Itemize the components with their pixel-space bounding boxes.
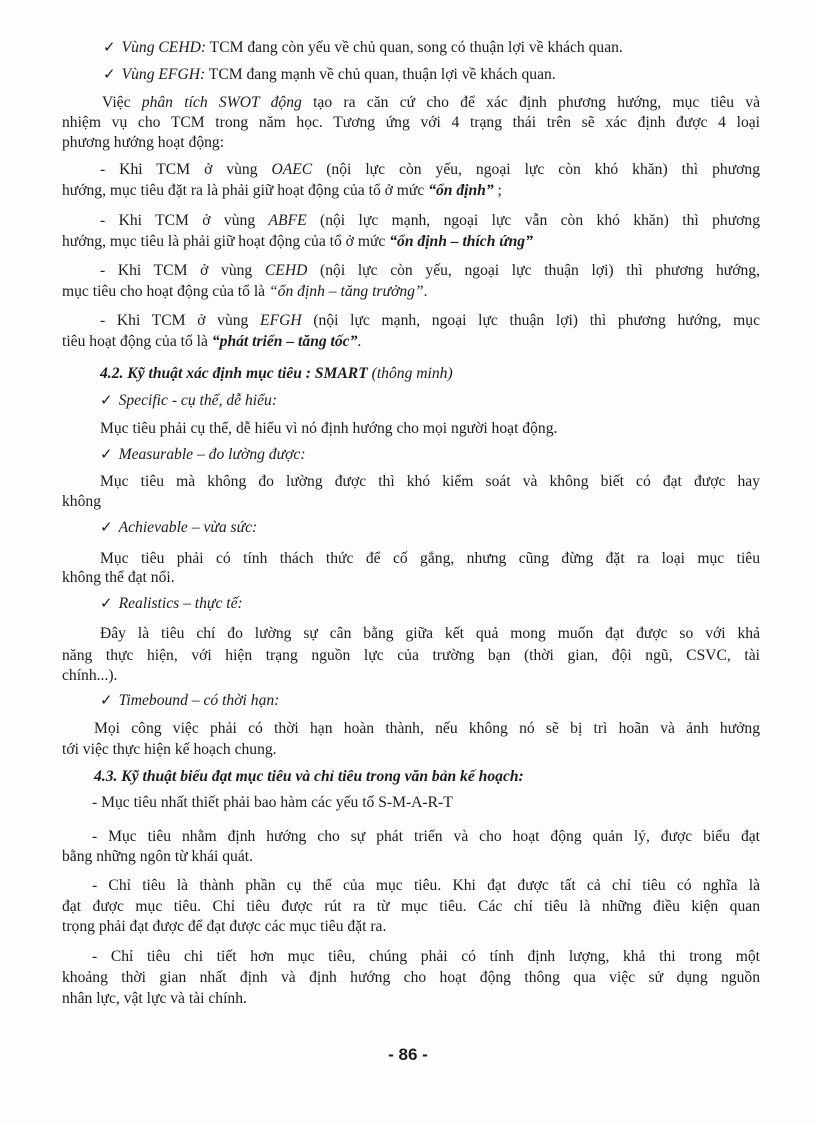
- paragraph-line: - Chỉ tiêu chi tiết hơn mục tiêu, chúng phải có tính định lượng, khả thi trong một: [92, 948, 760, 965]
- paragraph-line: - Khi TCM ở vùng OAEC (nội lực còn yếu, ngoại lực còn khó khăn) thì phương: [100, 161, 760, 178]
- paragraph-line: không: [62, 493, 101, 510]
- paragraph-line: phương hướng hoạt động:: [62, 134, 225, 151]
- paragraph-line: khoảng thời gian nhất định và định hướng cho hoạt động thông qua việc sử dụng nguồn: [62, 969, 760, 986]
- check-icon: ✓: [100, 594, 113, 612]
- paragraph-line: đạt được mục tiêu. Chỉ tiêu được rút ra từ mục tiêu. Các chỉ tiêu là những điều kiện quan: [62, 898, 760, 915]
- bullet-efgh: ✓ Vùng EFGH: TCM đang mạnh về chủ quan, thuận lợi về khách quan.: [103, 65, 556, 83]
- check-icon: ✓: [100, 691, 113, 709]
- smart-item-realistics: ✓ Realistics – thực tế:: [100, 594, 243, 612]
- paragraph-line: Mục tiêu phải có tính thách thức để cố gắng, nhưng cũng đừng đặt ra loại mục tiêu: [100, 550, 760, 567]
- paragraph-line: chính...).: [62, 667, 118, 684]
- paragraph-line: hướng, mục tiêu là phải giữ hoạt động của tổ ở mức “ổn định – thích ứng”: [62, 233, 533, 250]
- paragraph-line: - Chỉ tiêu là thành phần cụ thể của mục tiêu. Khi đạt được tất cả chỉ tiêu có nghĩa là: [92, 877, 760, 894]
- paragraph-line: năng thực hiện, với hiện trạng nguồn lực của trường bạn (thời gian, đội ngũ, CSVC, tài: [62, 647, 760, 664]
- smart-item-timebound: ✓ Timebound – có thời hạn:: [100, 691, 280, 709]
- bullet-cehd: ✓ Vùng CEHD: TCM đang còn yếu về chủ quan, song có thuận lợi về khách quan.: [103, 38, 623, 56]
- page-number: - 86 -: [388, 1045, 428, 1064]
- paragraph-line: bằng những ngôn từ khái quát.: [62, 848, 254, 865]
- smart-item-measurable: ✓ Measurable – đo lường được:: [100, 445, 306, 463]
- section-heading-4-3: 4.3. Kỹ thuật biểu đạt mục tiêu và chỉ tiêu trong văn bản kế hoạch:: [94, 768, 524, 785]
- section-heading-4-2: 4.2. Kỹ thuật xác định mục tiêu : SMART (thông minh): [100, 365, 453, 382]
- paragraph-line: Mọi công việc phải có thời hạn hoàn thành, nếu không nó sẽ bị trì hoãn và ảnh hưởng: [94, 720, 760, 737]
- paragraph-line: trọng phải đạt được để đạt được các mục tiêu đặt ra.: [62, 918, 387, 935]
- paragraph-line: - Khi TCM ở vùng ABFE (nội lực mạnh, ngoại lực vẫn còn khó khăn) thì phương: [100, 212, 760, 229]
- paragraph-line: mục tiêu cho hoạt động của tổ là “ổn định – tăng trưởng”.: [62, 283, 428, 300]
- check-icon: ✓: [100, 518, 113, 536]
- paragraph-line: tiêu hoạt động của tổ là “phát triển – tăng tốc”.: [62, 333, 362, 350]
- paragraph-line: hướng, mục tiêu đặt ra là phải giữ hoạt động của tổ ở mức “ổn định” ;: [62, 182, 502, 199]
- paragraph-line: tới việc thực hiện kế hoạch chung.: [62, 741, 277, 758]
- paragraph-line: nhiệm vụ cho TCM trong năm học. Tương ứng với 4 trạng thái trên sẽ xác định được 4 loại: [62, 114, 760, 131]
- smart-item-achievable: ✓ Achievable – vừa sức:: [100, 518, 258, 536]
- paragraph-line: không thể đạt nổi.: [62, 569, 175, 586]
- paragraph-line: Mục tiêu phải cụ thể, dễ hiểu vì nó định hướng cho mọi người hoạt động.: [100, 420, 558, 437]
- check-icon: ✓: [103, 38, 116, 56]
- paragraph-line: nhân lực, vật lực và tài chính.: [62, 990, 247, 1007]
- paragraph-line: Việc phân tích SWOT động tạo ra căn cứ cho để xác định phương hướng, mục tiêu và: [102, 94, 760, 111]
- paragraph-line: - Mục tiêu nhằm định hướng cho sự phát triển và cho hoạt động quản lý, được biểu đạt: [92, 828, 760, 845]
- paragraph-line: - Khi TCM ở vùng CEHD (nội lực còn yếu, ngoại lực thuận lợi) thì phương hướng,: [100, 262, 760, 279]
- smart-item-specific: ✓ Specific - cụ thể, dễ hiểu:: [100, 391, 278, 409]
- paragraph-line: - Khi TCM ở vùng EFGH (nội lực mạnh, ngoại lực thuận lợi) thì phương hướng, mục: [100, 312, 760, 329]
- check-icon: ✓: [100, 391, 113, 409]
- check-icon: ✓: [100, 445, 113, 463]
- check-icon: ✓: [103, 65, 116, 83]
- paragraph-line: Mục tiêu mà không đo lường được thì khó kiểm soát và không biết có đạt được hay: [100, 473, 760, 490]
- paragraph-line: Đây là tiêu chí đo lường sự cân bằng giữa kết quả mong muốn đạt được so với khả: [100, 625, 760, 642]
- paragraph-line: - Mục tiêu nhất thiết phải bao hàm các yếu tố S-M-A-R-T: [92, 794, 453, 811]
